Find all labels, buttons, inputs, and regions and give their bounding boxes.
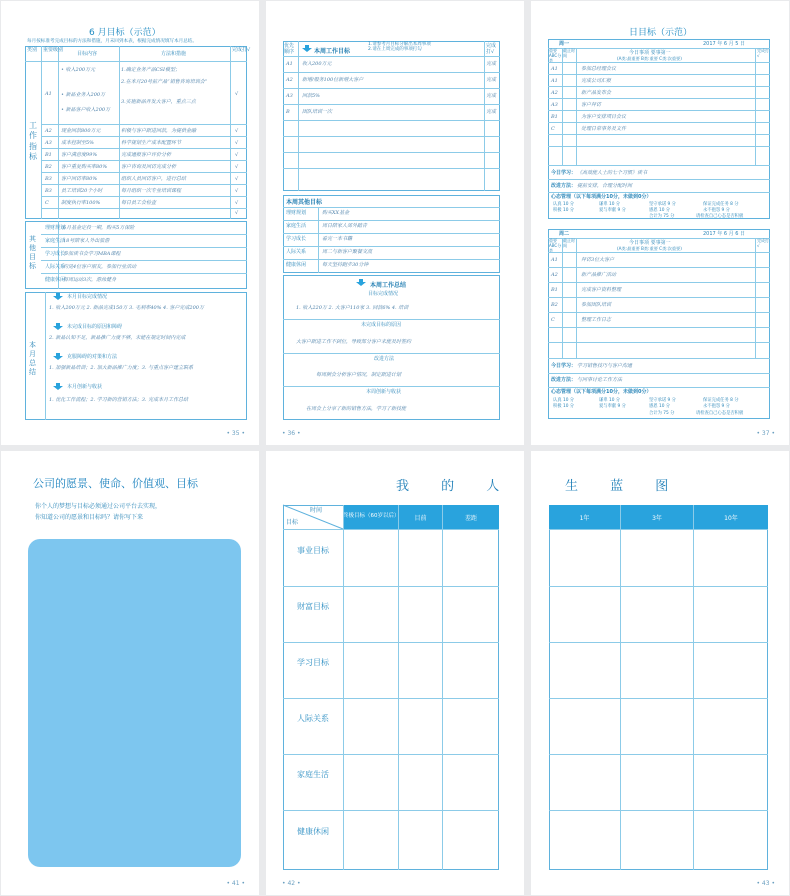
score-item: 爱与奉献 9 分 xyxy=(599,404,626,409)
score-item: 谦卑 10 分 xyxy=(599,202,621,207)
item-text: 完成客户资料整理 xyxy=(581,287,622,293)
check-mark: √ xyxy=(235,91,239,97)
score-item: 感恩 10 分 xyxy=(649,404,671,409)
col-head-abc: 重要ABC分类 xyxy=(549,48,562,63)
page-number: • 41 • xyxy=(226,880,245,887)
row-content: 制度执行率100% xyxy=(61,200,101,206)
row-level: B3 xyxy=(45,188,52,194)
score-item: 坚守承诺 9 分 xyxy=(649,202,676,207)
page-number: • 36 • xyxy=(282,430,301,437)
page-company-vision xyxy=(1,451,259,895)
score-item: 积极 10 分 xyxy=(553,208,575,213)
blueprint-table-left xyxy=(283,505,499,870)
other-label: 家庭生活 xyxy=(286,223,307,229)
arrow-down-icon xyxy=(53,383,63,390)
improve-text: 提前安排，合理分配时间 xyxy=(577,183,633,189)
page-life-blueprint-left xyxy=(266,451,524,895)
other-label: 家庭生活 xyxy=(45,238,66,244)
corner-time-label: 时间 xyxy=(310,507,323,514)
summary-text: 1. 加强新品培训；2. 加大新品推广力度；3. 与重点客户建立联系 xyxy=(49,365,194,371)
row-level: A3 xyxy=(45,140,52,146)
sum-text: 1. 收入220万 2. 大客户110家 3. 回款6% 4. 培训 xyxy=(296,305,409,311)
row-text: 新增/服务100位新增大客户 xyxy=(302,77,364,83)
item-text: 新产品推广活动 xyxy=(581,272,617,278)
other-label: 健康休闲 xyxy=(286,262,307,268)
row-method: 完成通报客户评价分析 xyxy=(121,152,172,158)
head-sub: (A类:最重要 B类:重要 C类:次重要) xyxy=(617,56,682,61)
col-head-done: 完成打√ xyxy=(757,48,769,58)
other-title: 本周其他目标 xyxy=(286,199,323,206)
sum-head: 目标完成情况 xyxy=(368,291,399,297)
page-title: 公司的愿景、使命、价值观、目标 xyxy=(33,477,198,490)
other-text: 每天坚持跑步30分钟 xyxy=(322,262,369,268)
summary-text: 1. 优化工作流程；2. 学习新的营销方法；3. 完成本月工作总结 xyxy=(49,397,189,403)
col-head-done: 完成打√ xyxy=(486,43,497,55)
row-method: 组织人员回访客户，进行总结 xyxy=(121,176,187,182)
other-label: 人际关系 xyxy=(286,249,307,255)
other-label: 健康休闲 xyxy=(45,277,66,283)
other-label: 学习成长 xyxy=(286,236,307,242)
score-item: 感恩 10 分 xyxy=(649,208,671,213)
intro-line-2: 你知道公司的愿景和目标吗？请你写下来 xyxy=(35,514,144,521)
other-text: 看完一本书籍 xyxy=(322,236,353,242)
other-text: 每周运动3次，游泳健身 xyxy=(63,277,117,283)
col-head-priority: 优先顺序 xyxy=(284,43,295,55)
row-level: B xyxy=(286,109,290,115)
instructions: 1.请参考月目标分解出本周事项 2.请在上周完成的事项打勾 xyxy=(368,42,431,53)
score-item: 积极 10 分 xyxy=(553,404,575,409)
row-content: 员工培训20个小时 xyxy=(61,188,103,194)
summary-text: 2. 新品认知不足，新品推广力度不够，未能在规定时间内完成 xyxy=(49,335,186,341)
summary-text: 1. 收入200万元 2. 新品完成150万 3. 毛利率40% 4. 客户完成200万 xyxy=(49,305,204,311)
sum-text: 大客户跟进工作不到位，导致部分客户未能及时签约 xyxy=(296,339,412,345)
item-text: 参加团队培训 xyxy=(581,302,612,308)
summary-title: 本周工作总结 xyxy=(370,282,407,289)
page-monthly-goals xyxy=(1,1,259,445)
arrow-down-icon xyxy=(53,353,63,360)
blueprint-heading-left: 我 的 人 xyxy=(396,479,514,494)
learn-label: 今日学习： xyxy=(551,170,577,176)
item-level: A1 xyxy=(551,78,558,84)
blueprint-table-right xyxy=(549,505,768,870)
row-level: A1 xyxy=(45,91,52,97)
row-done: 完成 xyxy=(486,77,497,83)
check-mark: √ xyxy=(235,210,239,216)
sum-head: 未完成目标的原因 xyxy=(361,322,402,328)
improve-label: 改进方法： xyxy=(551,377,577,383)
item-level: A3 xyxy=(551,102,558,108)
day-label: 周一 xyxy=(559,41,570,47)
row-content: 客户满意度99% xyxy=(61,152,98,158)
item-text: 完成公司汇报 xyxy=(581,78,612,84)
col-head-abc: 重要ABC分类 xyxy=(549,238,562,253)
row-content: • 新品业务入200万 xyxy=(61,92,106,98)
col-head-1y: 1年 xyxy=(549,505,620,529)
row-text: 团队培训一次 xyxy=(302,109,333,115)
row-label-relations: 人际关系 xyxy=(297,714,329,723)
score-total: 合计为 75 分 xyxy=(649,214,675,219)
summary-head: 本月目标完成情况 xyxy=(67,294,108,300)
arrow-down-icon xyxy=(53,293,63,300)
score-item: 保证完成任务 8 分 xyxy=(703,202,739,207)
check-mark: √ xyxy=(235,140,239,146)
row-method: 3.实施新品开发大客户，重点三点 xyxy=(121,99,196,105)
row-content: • 收入200万元 xyxy=(61,67,96,73)
check-mark: √ xyxy=(235,176,239,182)
item-level: A1 xyxy=(551,257,558,263)
score-item: 认真 10 分 xyxy=(553,398,575,403)
item-level: A2 xyxy=(551,272,558,278)
row-level: A2 xyxy=(286,77,293,83)
col-head-deadline: 截止时间 xyxy=(563,48,575,58)
col-head-done: 完成打√ xyxy=(757,238,769,248)
row-content: 现金回款800万元 xyxy=(61,128,101,134)
section-other-label: 其他目标 xyxy=(29,235,36,271)
page-number: • 37 • xyxy=(756,430,775,437)
other-label: 学习成长 xyxy=(45,251,66,257)
arrow-down-icon xyxy=(302,45,312,52)
item-text: 为客户安排项目会议 xyxy=(581,114,627,120)
page-life-blueprint-right xyxy=(531,451,789,895)
summary-head: 未完成目标的原因和障碍 xyxy=(67,324,123,330)
day-label: 周二 xyxy=(559,231,570,237)
score-note: 请检查自己心态是否积极 xyxy=(696,411,744,416)
arrow-down-icon xyxy=(356,279,366,286)
score-item: 保证完成任务 8 分 xyxy=(703,398,739,403)
item-level: B1 xyxy=(551,287,558,293)
improve-label: 改进方法： xyxy=(551,183,577,189)
other-label: 理财规划 xyxy=(45,225,66,231)
row-method: 每日员工会检查 xyxy=(121,200,157,206)
col-head-content: 目标内容 xyxy=(77,51,98,57)
section-work-label: 工作指标 xyxy=(29,121,37,162)
item-text: 新产品发布会 xyxy=(581,90,612,96)
head-main: 今日事项 要事第一 xyxy=(629,50,671,56)
col-head-level: 重要级别 xyxy=(43,47,64,53)
item-text: 拜访3位大客户 xyxy=(581,257,615,263)
sum-text: 每周例会分析客户情况，制定跟进计划 xyxy=(316,372,402,378)
item-level: C xyxy=(551,126,555,132)
summary-head: 克服障碍的对策和方法 xyxy=(67,354,118,360)
col-head-done: 完成打√ xyxy=(232,47,251,53)
other-label: 理财规划 xyxy=(286,210,307,216)
improve-text: 与同事讨论工作方法 xyxy=(577,377,623,383)
corner-goal-label: 目标 xyxy=(286,519,299,526)
col-head-current: 目前 xyxy=(399,505,442,529)
row-level: A1 xyxy=(286,61,293,67)
page-weekly-goals xyxy=(266,1,524,445)
row-level: A2 xyxy=(45,128,52,134)
row-content: • 新品客户收入200万 xyxy=(61,107,111,113)
row-level: B1 xyxy=(45,152,52,158)
row-text: 收入200万元 xyxy=(302,61,332,67)
blueprint-heading-right: 生 蓝 图 xyxy=(565,479,683,494)
page-number: • 43 • xyxy=(756,880,775,887)
row-label-family: 家庭生活 xyxy=(297,770,329,779)
other-text: 参加读书会学习MBA课程 xyxy=(63,251,121,257)
score-total: 合计为 75 分 xyxy=(649,411,675,416)
intro-line-1: 你个人的梦想与目标必须通过公司平台去实现， xyxy=(35,503,162,510)
item-text: 处理日常事务及文件 xyxy=(581,126,627,132)
page-title: 日目标（示范） xyxy=(629,28,693,38)
check-mark: √ xyxy=(235,200,239,206)
check-mark: √ xyxy=(235,152,239,158)
page-title: 6 月目标（示范） xyxy=(89,28,161,38)
summary-head: 本月创新与收获 xyxy=(67,384,103,390)
score-item: 永不抱怨 9 分 xyxy=(703,208,730,213)
score-title: 心态管理（以下每项满分10分，未做到0分） xyxy=(551,389,652,395)
item-text: 客户拜访 xyxy=(581,102,602,108)
learn-label: 今日学习： xyxy=(551,363,577,369)
item-text: 参加总经理会议 xyxy=(581,66,617,72)
other-text: 6月基金定投一期，购买5万保险 xyxy=(63,225,135,231)
page-number: • 42 • xyxy=(282,880,301,887)
score-item: 坚守承诺 9 分 xyxy=(649,398,676,403)
other-text: 约见4位客户朋友，参加行业活动 xyxy=(63,264,137,270)
item-level: A1 xyxy=(551,66,558,72)
row-done: 完成 xyxy=(486,109,497,115)
check-mark: √ xyxy=(235,188,239,194)
check-mark: √ xyxy=(235,128,239,134)
arrow-down-icon xyxy=(53,323,63,330)
col-head-method: 方法和措施 xyxy=(161,51,187,57)
score-item: 谦卑 10 分 xyxy=(599,398,621,403)
score-item: 认真 10 分 xyxy=(553,202,575,207)
row-label-learning: 学习目标 xyxy=(297,658,329,667)
other-label: 人际关系 xyxy=(45,264,66,270)
col-head-category: 类别 xyxy=(27,47,38,53)
learn-text: 学习销售技巧与客户沟通 xyxy=(577,363,633,369)
check-mark: √ xyxy=(235,164,239,170)
other-text: 周日陪家人郊外踏青 xyxy=(322,223,368,229)
row-label-wealth: 财富目标 xyxy=(297,602,329,611)
day-date: 2017 年 6 月 6 日 xyxy=(703,231,746,237)
other-text: 周二与新客户聚餐交流 xyxy=(322,249,373,255)
row-content: 客户回访率80% xyxy=(61,176,98,182)
row-done: 完成 xyxy=(486,93,497,99)
row-method: 1.确定业务产品CSI模型； xyxy=(121,67,180,73)
score-item: 永不抱怨 9 分 xyxy=(703,404,730,409)
item-level: B2 xyxy=(551,302,558,308)
other-text: 18号陪家人外出旅游 xyxy=(63,238,110,244)
day-date: 2017 年 6 月 5 日 xyxy=(703,41,746,47)
item-text: 整理工作日志 xyxy=(581,317,612,323)
score-item: 爱与奉献 9 分 xyxy=(599,208,626,213)
row-method: 积极与客户跟进回款，为提供金融 xyxy=(121,128,197,134)
score-title: 心态管理（以下每项满分10分，未做到0分） xyxy=(551,194,652,200)
col-head-10y: 10年 xyxy=(694,505,768,529)
row-level: C xyxy=(45,200,49,206)
row-level: A3 xyxy=(286,93,293,99)
sum-text: 在周会上分享了新的销售方法，学习了新技能 xyxy=(306,406,407,412)
row-level: B3 xyxy=(45,176,52,182)
col-head-ultimate: 终极目标（60岁以后） xyxy=(343,505,398,529)
row-method: 2.在本月20号前产品“销售咨询培训会” xyxy=(121,79,208,85)
row-content: 客户重复购买率80% xyxy=(61,164,108,170)
head-main: 今日事项 要事第一 xyxy=(629,240,671,246)
item-level: B1 xyxy=(551,114,558,120)
vision-writing-area[interactable] xyxy=(28,539,241,867)
sum-head: 本周创新与收获 xyxy=(366,389,402,395)
row-done: 完成 xyxy=(486,61,497,67)
col-head-weekly: 本周工作目标 xyxy=(314,48,351,55)
col-head-deadline: 截止时间 xyxy=(563,238,575,248)
head-sub: (A类:最重要 B类:重要 C类:次重要) xyxy=(617,246,682,251)
row-method: 每月组织一次专业培训课程 xyxy=(121,188,182,194)
page-number: • 35 • xyxy=(226,430,245,437)
row-label-health: 健康休闲 xyxy=(297,827,329,836)
item-level: C xyxy=(551,317,555,323)
intro-text: 每月按标准考完成目标的方法和措施，月末回到本表，根据完成情况填写本月总结。 xyxy=(27,39,197,44)
col-head-3y: 3年 xyxy=(621,505,693,529)
other-text: 购买XX基金 xyxy=(322,210,350,216)
row-method: 科学规划生产成本配置环节 xyxy=(121,140,182,146)
sum-head: 改进方法 xyxy=(374,356,395,362)
row-content: 成本控制至5% xyxy=(61,140,94,146)
item-level: A2 xyxy=(551,90,558,96)
score-note: 请检查自己心态是否积极 xyxy=(696,214,744,219)
row-method: 客户咨询及回访完成分析 xyxy=(121,164,177,170)
row-level: B2 xyxy=(45,164,52,170)
col-head-gap: 差距 xyxy=(443,505,499,529)
page-daily-goals xyxy=(531,1,789,445)
row-text: 回款5% xyxy=(302,93,320,99)
row-label-career: 事业目标 xyxy=(297,546,329,555)
section-summary-label: 本月总结 xyxy=(29,341,36,377)
learn-text: 《高效能人士的七个习惯》读书 xyxy=(577,170,648,176)
